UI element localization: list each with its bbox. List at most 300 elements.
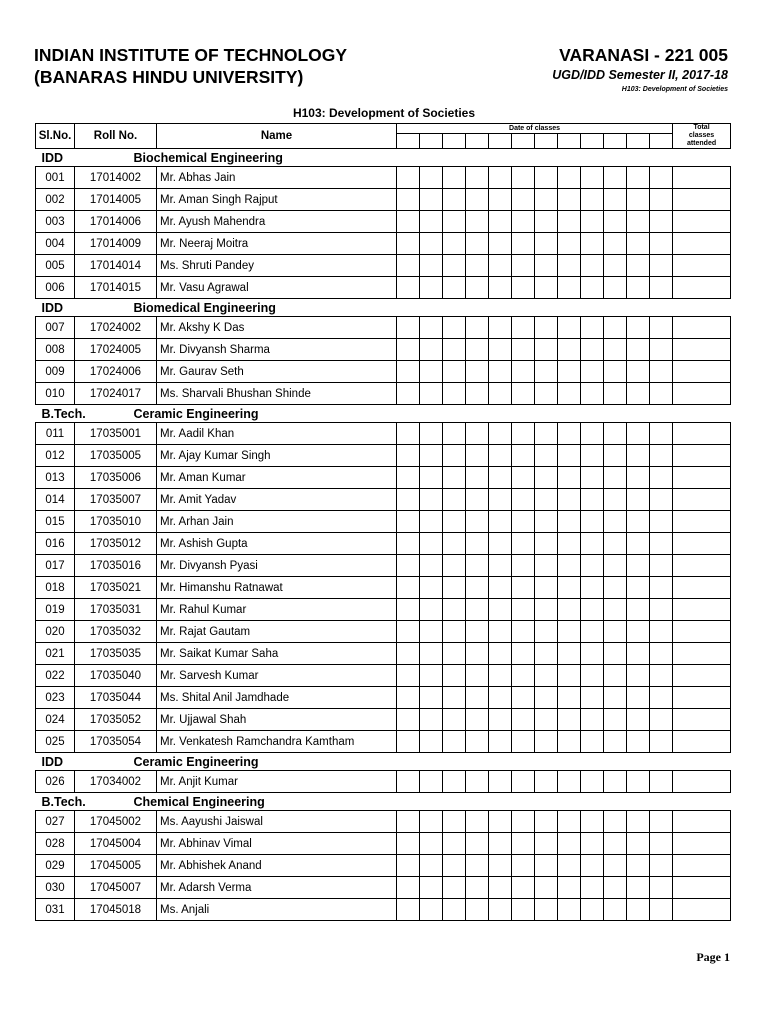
attendance-cell	[558, 855, 581, 877]
attendance-cell	[650, 383, 673, 405]
program-label: B.Tech.	[41, 407, 86, 421]
student-row	[36, 489, 731, 511]
attendance-cell	[512, 467, 535, 489]
student-name: Mr. Anjit Kumar	[157, 771, 397, 793]
student-name: Ms. Anjali	[157, 899, 397, 921]
attendance-cell	[397, 383, 420, 405]
attendance-cell	[627, 621, 650, 643]
total-attended-cell	[673, 771, 731, 793]
attendance-cell	[535, 339, 558, 361]
university-name: (BANARAS HINDU UNIVERSITY)	[34, 67, 304, 87]
roll-number: 17035005	[75, 445, 157, 467]
attendance-cell	[466, 255, 489, 277]
student-name: Mr. Ajay Kumar Singh	[157, 445, 397, 467]
attendance-cell	[512, 621, 535, 643]
attendance-cell	[397, 533, 420, 555]
attendance-cell	[489, 339, 512, 361]
attendance-cell	[512, 643, 535, 665]
total-attended-cell	[673, 211, 731, 233]
attendance-cell	[558, 445, 581, 467]
student-name: Ms. Aayushi Jaiswal	[157, 811, 397, 833]
attendance-cell	[627, 189, 650, 211]
attendance-cell	[420, 361, 443, 383]
attendance-cell	[397, 255, 420, 277]
attendance-cell	[420, 511, 443, 533]
total-attended-cell	[673, 811, 731, 833]
total-attended-cell	[673, 339, 731, 361]
attendance-cell	[397, 277, 420, 299]
attendance-cell	[443, 167, 466, 189]
attendance-cell	[512, 855, 535, 877]
date-column-cell	[627, 134, 650, 149]
attendance-cell	[650, 811, 673, 833]
attendance-cell	[397, 855, 420, 877]
student-name: Mr. Saikat Kumar Saha	[157, 643, 397, 665]
attendance-cell	[535, 577, 558, 599]
student-row	[36, 899, 731, 921]
group-header-row	[36, 299, 731, 317]
attendance-cell	[581, 277, 604, 299]
attendance-cell	[466, 731, 489, 753]
attendance-cell	[581, 599, 604, 621]
attendance-cell	[650, 555, 673, 577]
attendance-cell	[443, 361, 466, 383]
attendance-cell	[581, 731, 604, 753]
attendance-cell	[627, 511, 650, 533]
attendance-cell	[512, 255, 535, 277]
attendance-cell	[650, 665, 673, 687]
attendance-cell	[489, 687, 512, 709]
student-name: Mr. Adarsh Verma	[157, 877, 397, 899]
attendance-cell	[512, 423, 535, 445]
serial-number: 018	[36, 577, 75, 599]
attendance-cell	[535, 555, 558, 577]
attendance-cell	[443, 899, 466, 921]
roll-number: 17035031	[75, 599, 157, 621]
attendance-cell	[558, 189, 581, 211]
attendance-cell	[489, 833, 512, 855]
attendance-cell	[627, 833, 650, 855]
attendance-cell	[535, 361, 558, 383]
attendance-cell	[397, 489, 420, 511]
attendance-cell	[581, 361, 604, 383]
student-name: Mr. Abhishek Anand	[157, 855, 397, 877]
attendance-cell	[489, 467, 512, 489]
student-row	[36, 361, 731, 383]
attendance-cell	[466, 233, 489, 255]
attendance-cell	[535, 731, 558, 753]
attendance-cell	[466, 643, 489, 665]
attendance-cell	[489, 621, 512, 643]
attendance-cell	[466, 811, 489, 833]
attendance-cell	[466, 467, 489, 489]
group-header-row	[36, 405, 731, 423]
program-label: IDD	[41, 151, 64, 165]
total-attended-cell	[673, 361, 731, 383]
attendance-cell	[512, 555, 535, 577]
attendance-cell	[443, 665, 466, 687]
attendance-cell	[443, 811, 466, 833]
attendance-cell	[558, 599, 581, 621]
roll-number: 17014005	[75, 189, 157, 211]
attendance-cell	[420, 811, 443, 833]
attendance-cell	[443, 731, 466, 753]
attendance-cell	[650, 877, 673, 899]
attendance-cell	[489, 255, 512, 277]
student-row	[36, 255, 731, 277]
student-row	[36, 855, 731, 877]
attendance-cell	[535, 511, 558, 533]
total-attended-cell	[673, 423, 731, 445]
attendance-cell	[604, 687, 627, 709]
attendance-cell	[604, 709, 627, 731]
attendance-cell	[443, 489, 466, 511]
attendance-cell	[466, 167, 489, 189]
attendance-cell	[650, 167, 673, 189]
attendance-cell	[420, 687, 443, 709]
department-label: Biochemical Engineering	[133, 151, 283, 165]
serial-number: 006	[36, 277, 75, 299]
attendance-cell	[558, 665, 581, 687]
attendance-cell	[558, 423, 581, 445]
serial-number: 003	[36, 211, 75, 233]
attendance-cell	[581, 511, 604, 533]
attendance-cell	[466, 277, 489, 299]
attendance-cell	[512, 211, 535, 233]
attendance-cell	[443, 555, 466, 577]
attendance-cell	[650, 317, 673, 339]
student-row	[36, 189, 731, 211]
attendance-cell	[466, 833, 489, 855]
attendance-cell	[397, 511, 420, 533]
attendance-cell	[604, 811, 627, 833]
attendance-cell	[604, 511, 627, 533]
serial-number: 029	[36, 855, 75, 877]
attendance-cell	[420, 599, 443, 621]
attendance-cell	[397, 445, 420, 467]
student-row	[36, 555, 731, 577]
attendance-cell	[397, 167, 420, 189]
total-attended-cell	[673, 621, 731, 643]
attendance-cell	[627, 709, 650, 731]
attendance-cell	[558, 709, 581, 731]
serial-number: 002	[36, 189, 75, 211]
attendance-cell	[604, 771, 627, 793]
attendance-cell	[397, 339, 420, 361]
attendance-cell	[535, 317, 558, 339]
attendance-cell	[604, 577, 627, 599]
attendance-cell	[627, 899, 650, 921]
attendance-cell	[489, 167, 512, 189]
attendance-cell	[627, 731, 650, 753]
roll-number: 17014015	[75, 277, 157, 299]
student-name: Mr. Amit Yadav	[157, 489, 397, 511]
roll-number: 17035007	[75, 489, 157, 511]
attendance-cell	[558, 771, 581, 793]
student-row	[36, 771, 731, 793]
institute-name: INDIAN INSTITUTE OF TECHNOLOGY	[34, 45, 348, 65]
attendance-cell	[443, 709, 466, 731]
student-row	[36, 833, 731, 855]
student-name: Mr. Neeraj Moitra	[157, 233, 397, 255]
total-attended-cell	[673, 643, 731, 665]
attendance-cell	[627, 255, 650, 277]
course-title: H103: Development of Societies	[292, 106, 476, 120]
roll-number: 17035006	[75, 467, 157, 489]
serial-number: 007	[36, 317, 75, 339]
attendance-cell	[650, 643, 673, 665]
attendance-cell	[466, 621, 489, 643]
attendance-cell	[558, 233, 581, 255]
roll-number: 17035040	[75, 665, 157, 687]
student-row	[36, 877, 731, 899]
attendance-cell	[604, 211, 627, 233]
roll-number: 17035021	[75, 577, 157, 599]
student-name: Mr. Aman Kumar	[157, 467, 397, 489]
roll-number: 17014006	[75, 211, 157, 233]
attendance-cell	[443, 317, 466, 339]
attendance-cell	[466, 339, 489, 361]
attendance-cell	[558, 511, 581, 533]
attendance-cell	[535, 255, 558, 277]
attendance-cell	[558, 277, 581, 299]
attendance-cell	[535, 233, 558, 255]
attendance-cell	[558, 383, 581, 405]
roll-number: 17035012	[75, 533, 157, 555]
attendance-cell	[443, 577, 466, 599]
attendance-cell	[650, 709, 673, 731]
attendance-cell	[443, 511, 466, 533]
attendance-cell	[397, 467, 420, 489]
attendance-cell	[604, 643, 627, 665]
attendance-cell	[420, 877, 443, 899]
attendance-cell	[466, 317, 489, 339]
attendance-cell	[604, 339, 627, 361]
attendance-cell	[627, 489, 650, 511]
attendance-cell	[581, 709, 604, 731]
attendance-cell	[512, 277, 535, 299]
attendance-cell	[604, 445, 627, 467]
attendance-cell	[558, 577, 581, 599]
student-name: Mr. Ashish Gupta	[157, 533, 397, 555]
attendance-cell	[512, 811, 535, 833]
roll-number: 17045002	[75, 811, 157, 833]
attendance-cell	[420, 731, 443, 753]
attendance-cell	[420, 555, 443, 577]
attendance-cell	[489, 899, 512, 921]
attendance-cell	[535, 899, 558, 921]
attendance-cell	[581, 255, 604, 277]
attendance-cell	[650, 211, 673, 233]
attendance-cell	[558, 361, 581, 383]
total-attended-cell	[673, 317, 731, 339]
attendance-cell	[581, 555, 604, 577]
student-name: Mr. Aman Singh Rajput	[157, 189, 397, 211]
attendance-cell	[466, 211, 489, 233]
department-label: Ceramic Engineering	[133, 755, 259, 769]
student-name: Mr. Ujjawal Shah	[157, 709, 397, 731]
attendance-cell	[512, 533, 535, 555]
total-attended-cell	[673, 383, 731, 405]
attendance-cell	[535, 687, 558, 709]
date-column-cell	[581, 134, 604, 149]
attendance-cell	[443, 643, 466, 665]
attendance-cell	[443, 233, 466, 255]
attendance-cell	[581, 489, 604, 511]
serial-number: 013	[36, 467, 75, 489]
attendance-cell	[512, 709, 535, 731]
attendance-cell	[512, 731, 535, 753]
attendance-cell	[397, 877, 420, 899]
total-attended-cell	[673, 467, 731, 489]
total-attended-cell	[673, 687, 731, 709]
table-header-row	[36, 124, 731, 134]
attendance-cell	[420, 467, 443, 489]
attendance-cell	[558, 899, 581, 921]
attendance-cell	[650, 771, 673, 793]
attendance-cell	[535, 855, 558, 877]
total-attended-cell	[673, 533, 731, 555]
attendance-cell	[512, 445, 535, 467]
attendance-cell	[443, 189, 466, 211]
group-header-row	[36, 149, 731, 167]
student-name: Mr. Abhinav Vimal	[157, 833, 397, 855]
student-name: Mr. Rahul Kumar	[157, 599, 397, 621]
attendance-cell	[535, 709, 558, 731]
student-name: Mr. Sarvesh Kumar	[157, 665, 397, 687]
serial-number: 031	[36, 899, 75, 921]
attendance-cell	[420, 643, 443, 665]
attendance-cell	[443, 877, 466, 899]
attendance-cell	[489, 277, 512, 299]
student-row	[36, 167, 731, 189]
attendance-cell	[650, 445, 673, 467]
attendance-cell	[420, 423, 443, 445]
attendance-cell	[581, 339, 604, 361]
serial-number: 011	[36, 423, 75, 445]
serial-number: 008	[36, 339, 75, 361]
attendance-cell	[443, 833, 466, 855]
attendance-cell	[489, 731, 512, 753]
roll-number: 17035052	[75, 709, 157, 731]
serial-number: 019	[36, 599, 75, 621]
attendance-cell	[581, 833, 604, 855]
attendance-cell	[397, 643, 420, 665]
attendance-cell	[466, 423, 489, 445]
col-header-slno: Sl.No.	[36, 124, 75, 149]
roll-number: 17035032	[75, 621, 157, 643]
attendance-cell	[466, 855, 489, 877]
attendance-cell	[627, 577, 650, 599]
attendance-cell	[650, 277, 673, 299]
serial-number: 004	[36, 233, 75, 255]
student-row	[36, 511, 731, 533]
attendance-cell	[420, 189, 443, 211]
attendance-cell	[581, 811, 604, 833]
attendance-cell	[650, 423, 673, 445]
attendance-cell	[420, 899, 443, 921]
serial-number: 009	[36, 361, 75, 383]
attendance-cell	[443, 467, 466, 489]
attendance-cell	[604, 899, 627, 921]
attendance-cell	[397, 811, 420, 833]
attendance-cell	[627, 771, 650, 793]
attendance-cell	[397, 771, 420, 793]
attendance-cell	[420, 709, 443, 731]
attendance-cell	[650, 489, 673, 511]
attendance-cell	[489, 577, 512, 599]
attendance-cell	[604, 533, 627, 555]
roll-number: 17014002	[75, 167, 157, 189]
attendance-cell	[627, 383, 650, 405]
serial-number: 012	[36, 445, 75, 467]
attendance-cell	[627, 277, 650, 299]
attendance-cell	[558, 877, 581, 899]
attendance-cell	[466, 189, 489, 211]
attendance-cell	[604, 489, 627, 511]
total-attended-cell	[673, 555, 731, 577]
program-label: IDD	[41, 755, 64, 769]
attendance-cell	[650, 621, 673, 643]
attendance-cell	[535, 383, 558, 405]
attendance-cell	[489, 811, 512, 833]
attendance-cell	[558, 621, 581, 643]
attendance-cell	[420, 855, 443, 877]
student-row	[36, 709, 731, 731]
attendance-cell	[558, 317, 581, 339]
roll-number: 17045004	[75, 833, 157, 855]
attendance-cell	[604, 383, 627, 405]
attendance-cell	[650, 599, 673, 621]
attendance-cell	[627, 423, 650, 445]
col-header-total	[673, 124, 731, 149]
attendance-cell	[650, 339, 673, 361]
roll-number: 17014009	[75, 233, 157, 255]
attendance-cell	[604, 621, 627, 643]
student-row	[36, 211, 731, 233]
student-name: Mr. Arhan Jain	[157, 511, 397, 533]
serial-number: 025	[36, 731, 75, 753]
total-attended-cell	[673, 167, 731, 189]
attendance-cell	[512, 489, 535, 511]
date-column-cell	[466, 134, 489, 149]
attendance-cell	[581, 771, 604, 793]
student-name: Mr. Abhas Jain	[157, 167, 397, 189]
institute-header	[34, 44, 347, 88]
attendance-cell	[512, 511, 535, 533]
student-row	[36, 445, 731, 467]
attendance-cell	[535, 771, 558, 793]
serial-number: 030	[36, 877, 75, 899]
serial-number: 005	[36, 255, 75, 277]
attendance-cell	[535, 599, 558, 621]
attendance-cell	[489, 423, 512, 445]
roll-number: 17045018	[75, 899, 157, 921]
attendance-cell	[512, 599, 535, 621]
attendance-cell	[604, 555, 627, 577]
group-header-row	[36, 753, 731, 771]
roll-number: 17014014	[75, 255, 157, 277]
attendance-cell	[466, 533, 489, 555]
attendance-cell	[581, 665, 604, 687]
attendance-cell	[397, 577, 420, 599]
attendance-cell	[489, 877, 512, 899]
attendance-cell	[489, 771, 512, 793]
attendance-cell	[397, 709, 420, 731]
attendance-cell	[512, 577, 535, 599]
student-row	[36, 533, 731, 555]
attendance-cell	[397, 599, 420, 621]
